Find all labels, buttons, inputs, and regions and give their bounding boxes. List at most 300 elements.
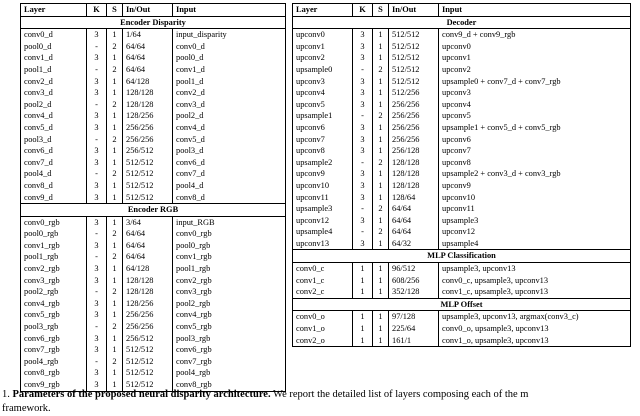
table-row (21, 168, 286, 180)
layer-cell: upconv3 (293, 76, 353, 88)
column-header-row (21, 4, 286, 17)
kernel-cell: - (87, 356, 107, 368)
layer-cell: upconv0 (293, 29, 353, 41)
stride-cell: 1 (373, 335, 389, 347)
input-cell: pool0_d (173, 52, 286, 64)
inout-cell: 256/256 (123, 134, 173, 146)
input-cell: conv0_c, upsample3, upconv13 (439, 275, 631, 287)
inout-cell: 64/32 (389, 238, 439, 250)
inout-cell: 256/256 (389, 134, 439, 146)
input-cell: upsample3 (439, 215, 631, 227)
stride-cell: 1 (107, 87, 123, 99)
inout-cell: 128/128 (123, 275, 173, 287)
kernel-cell: - (87, 321, 107, 333)
table-row (293, 180, 631, 192)
stride-cell: 2 (373, 157, 389, 169)
kernel-cell: 1 (353, 263, 373, 275)
column-header-k: K (353, 4, 373, 17)
kernel-cell: 3 (87, 52, 107, 64)
stride-cell: 1 (107, 309, 123, 321)
inout-cell: 512/512 (123, 157, 173, 169)
inout-cell: 128/256 (123, 110, 173, 122)
kernel-cell: 3 (353, 145, 373, 157)
stride-cell: 1 (107, 275, 123, 287)
column-header-layer: Layer (293, 4, 353, 17)
kernel-cell: - (87, 41, 107, 53)
stride-cell: 1 (373, 76, 389, 88)
column-header-layer: Layer (21, 4, 87, 17)
kernel-cell: 3 (87, 309, 107, 321)
layer-cell: conv0_c (293, 263, 353, 275)
layer-cell: pool3_d (21, 134, 87, 146)
kernel-cell: 3 (353, 180, 373, 192)
layer-cell: upconv5 (293, 99, 353, 111)
input-cell: pool4_rgb (173, 367, 286, 379)
section-title: MLP Offset (293, 298, 631, 311)
kernel-cell: - (87, 134, 107, 146)
stride-cell: 1 (373, 29, 389, 41)
kernel-cell: - (353, 226, 373, 238)
stride-cell: 1 (373, 263, 389, 275)
table-row (293, 76, 631, 88)
caption-number: 1. (2, 389, 10, 400)
stride-cell: 2 (107, 286, 123, 298)
kernel-cell: 1 (353, 275, 373, 287)
table-row (293, 215, 631, 227)
input-cell: upsample0 + conv7_d + conv7_rgb (439, 76, 631, 88)
stride-cell: 1 (373, 311, 389, 323)
layer-cell: conv9_d (21, 192, 87, 204)
layer-cell: upsample4 (293, 226, 353, 238)
layer-cell: upconv9 (293, 168, 353, 180)
encoder-table-body (21, 4, 286, 392)
stride-cell: 1 (107, 344, 123, 356)
input-cell: upconv11 (439, 203, 631, 215)
kernel-cell: 3 (87, 240, 107, 252)
layer-cell: upsample1 (293, 110, 353, 122)
kernel-cell: 1 (353, 286, 373, 298)
layer-cell: conv2_d (21, 76, 87, 88)
inout-cell: 64/64 (123, 251, 173, 263)
kernel-cell: 3 (353, 192, 373, 204)
table-row (21, 99, 286, 111)
input-cell: conv5_d (173, 134, 286, 146)
kernel-cell: 3 (353, 87, 373, 99)
stride-cell: 1 (107, 263, 123, 275)
table-row (21, 110, 286, 122)
layer-cell: conv2_o (293, 335, 353, 347)
inout-cell: 64/128 (123, 76, 173, 88)
layer-cell: upconv2 (293, 52, 353, 64)
kernel-cell: - (353, 64, 373, 76)
stride-cell: 2 (107, 228, 123, 240)
stride-cell: 1 (373, 168, 389, 180)
decoder-table-body (293, 4, 631, 347)
input-cell: conv2_d (173, 87, 286, 99)
stride-cell: 2 (107, 356, 123, 368)
stride-cell: 2 (373, 110, 389, 122)
stride-cell: 2 (107, 64, 123, 76)
column-header-s: S (107, 4, 123, 17)
layer-cell: conv0_d (21, 29, 87, 41)
inout-cell: 352/128 (389, 286, 439, 298)
table-row (21, 122, 286, 134)
caption-title: Parameters of the proposed neural disparity architecture. (12, 389, 271, 400)
inout-cell: 128/256 (123, 298, 173, 310)
kernel-cell: 3 (87, 76, 107, 88)
table-row (21, 309, 286, 321)
table-row (293, 286, 631, 298)
input-cell: upconv10 (439, 192, 631, 204)
layer-cell: conv5_d (21, 122, 87, 134)
section-header-row (293, 16, 631, 29)
input-cell: conv1_d (173, 64, 286, 76)
table-row (21, 263, 286, 275)
stride-cell: 1 (373, 286, 389, 298)
layer-cell: conv4_rgb (21, 298, 87, 310)
table-row (293, 335, 631, 347)
inout-cell: 512/512 (123, 168, 173, 180)
kernel-cell: - (353, 203, 373, 215)
input-cell: pool0_rgb (173, 240, 286, 252)
table-row (21, 180, 286, 192)
inout-cell: 3/64 (123, 216, 173, 228)
section-header-row (293, 298, 631, 311)
input-cell: pool1_rgb (173, 263, 286, 275)
inout-cell: 225/64 (389, 323, 439, 335)
input-cell: conv9_d + conv9_rgb (439, 29, 631, 41)
kernel-cell: 3 (87, 180, 107, 192)
kernel-cell: - (87, 251, 107, 263)
layer-cell: pool2_d (21, 99, 87, 111)
input-cell: upconv2 (439, 64, 631, 76)
column-header-in-out: In/Out (123, 4, 173, 17)
layer-cell: upconv10 (293, 180, 353, 192)
stride-cell: 1 (373, 238, 389, 250)
inout-cell: 64/64 (389, 203, 439, 215)
table-row (21, 286, 286, 298)
table-row (21, 356, 286, 368)
inout-cell: 512/512 (389, 41, 439, 53)
stride-cell: 2 (107, 321, 123, 333)
stride-cell: 1 (107, 240, 123, 252)
stride-cell: 1 (107, 367, 123, 379)
kernel-cell: 3 (353, 52, 373, 64)
input-cell: upconv3 (439, 87, 631, 99)
input-cell: upsample2 + conv3_d + conv3_rgb (439, 168, 631, 180)
inout-cell: 512/512 (389, 64, 439, 76)
inout-cell: 64/64 (123, 64, 173, 76)
kernel-cell: 3 (87, 263, 107, 275)
table-row (293, 99, 631, 111)
layer-cell: conv8_rgb (21, 367, 87, 379)
kernel-cell: 3 (87, 192, 107, 204)
table-row (293, 122, 631, 134)
kernel-cell: 3 (87, 298, 107, 310)
inout-cell: 64/64 (389, 215, 439, 227)
stride-cell: 1 (373, 192, 389, 204)
inout-cell: 161/1 (389, 335, 439, 347)
input-cell: upsample1 + conv5_d + conv5_rgb (439, 122, 631, 134)
kernel-cell: - (87, 99, 107, 111)
inout-cell: 128/128 (389, 180, 439, 192)
stride-cell: 1 (373, 87, 389, 99)
table-row (21, 87, 286, 99)
stride-cell: 1 (107, 52, 123, 64)
table-row (293, 29, 631, 41)
table-row (21, 192, 286, 204)
layer-cell: conv1_d (21, 52, 87, 64)
input-cell: conv2_rgb (173, 275, 286, 287)
inout-cell: 512/512 (123, 180, 173, 192)
kernel-cell: 1 (353, 323, 373, 335)
layer-cell: upconv8 (293, 145, 353, 157)
inout-cell: 256/256 (123, 122, 173, 134)
stride-cell: 1 (107, 216, 123, 228)
table-row (293, 238, 631, 250)
inout-cell: 256/128 (389, 145, 439, 157)
layer-cell: upsample2 (293, 157, 353, 169)
input-cell: pool2_rgb (173, 298, 286, 310)
table-row (293, 275, 631, 287)
caption-text: We report the detailed list of layers composing each of the m (273, 389, 529, 400)
layer-cell: conv1_o (293, 323, 353, 335)
kernel-cell: 3 (87, 367, 107, 379)
kernel-cell: 3 (87, 122, 107, 134)
table-row (21, 157, 286, 169)
table-row (293, 52, 631, 64)
inout-cell: 128/128 (123, 99, 173, 111)
stride-cell: 2 (107, 41, 123, 53)
input-cell: conv1_rgb (173, 251, 286, 263)
stride-cell: 2 (373, 226, 389, 238)
layer-cell: pool0_d (21, 41, 87, 53)
section-title: Decoder (293, 16, 631, 29)
encoder-architecture-table (20, 3, 286, 392)
inout-cell: 128/128 (389, 157, 439, 169)
table-row (293, 311, 631, 323)
table-row (293, 87, 631, 99)
input-cell: pool1_d (173, 76, 286, 88)
stride-cell: 2 (107, 168, 123, 180)
layer-cell: conv1_rgb (21, 240, 87, 252)
stride-cell: 1 (373, 323, 389, 335)
stride-cell: 1 (373, 180, 389, 192)
input-cell: conv3_d (173, 99, 286, 111)
inout-cell: 96/512 (389, 263, 439, 275)
kernel-cell: - (353, 110, 373, 122)
column-header-input: Input (173, 4, 286, 17)
kernel-cell: 1 (353, 335, 373, 347)
inout-cell: 64/64 (389, 226, 439, 238)
kernel-cell: 3 (87, 110, 107, 122)
layer-cell: upconv7 (293, 134, 353, 146)
kernel-cell: 3 (87, 145, 107, 157)
kernel-cell: 3 (87, 275, 107, 287)
inout-cell: 256/512 (123, 145, 173, 157)
input-cell: conv7_rgb (173, 356, 286, 368)
stride-cell: 1 (373, 99, 389, 111)
inout-cell: 608/256 (389, 275, 439, 287)
inout-cell: 512/512 (389, 52, 439, 64)
kernel-cell: - (87, 286, 107, 298)
inout-cell: 1/64 (123, 29, 173, 41)
input-cell: upsample3, upconv13, argmax(conv3_c) (439, 311, 631, 323)
stride-cell: 1 (107, 298, 123, 310)
stride-cell: 1 (373, 145, 389, 157)
input-cell: conv4_d (173, 122, 286, 134)
table-row (21, 76, 286, 88)
input-cell: conv8_d (173, 192, 286, 204)
stride-cell: 1 (107, 110, 123, 122)
kernel-cell: 1 (353, 311, 373, 323)
stride-cell: 1 (107, 29, 123, 41)
stride-cell: 2 (107, 99, 123, 111)
kernel-cell: 3 (353, 238, 373, 250)
table-row (21, 216, 286, 228)
inout-cell: 512/512 (123, 356, 173, 368)
inout-cell: 512/512 (123, 344, 173, 356)
inout-cell: 128/128 (123, 87, 173, 99)
table-row (21, 344, 286, 356)
inout-cell: 512/512 (123, 379, 173, 391)
inout-cell: 64/128 (123, 263, 173, 275)
layer-cell: conv6_rgb (21, 333, 87, 345)
column-header-input: Input (439, 4, 631, 17)
caption-line2: framework. (2, 403, 51, 414)
kernel-cell: 3 (353, 99, 373, 111)
table-caption (2, 388, 640, 416)
stride-cell: 2 (107, 134, 123, 146)
input-cell: input_RGB (173, 216, 286, 228)
input-cell: pool2_d (173, 110, 286, 122)
input-cell: conv8_rgb (173, 379, 286, 391)
layer-cell: pool4_d (21, 168, 87, 180)
kernel-cell: 3 (87, 29, 107, 41)
layer-cell: conv7_d (21, 157, 87, 169)
section-header-row (21, 16, 286, 29)
input-cell: upconv4 (439, 99, 631, 111)
inout-cell: 256/256 (389, 99, 439, 111)
column-header-k: K (87, 4, 107, 17)
table-row (21, 240, 286, 252)
table-row (21, 228, 286, 240)
table-row (293, 41, 631, 53)
inout-cell: 64/64 (123, 41, 173, 53)
table-row (293, 157, 631, 169)
input-cell: conv1_c, upsample3, upconv13 (439, 286, 631, 298)
layer-cell: conv5_rgb (21, 309, 87, 321)
stride-cell: 2 (373, 203, 389, 215)
inout-cell: 512/512 (389, 76, 439, 88)
inout-cell: 256/256 (123, 321, 173, 333)
column-header-s: S (373, 4, 389, 17)
inout-cell: 128/64 (389, 192, 439, 204)
table-row (293, 226, 631, 238)
input-cell: upconv0 (439, 41, 631, 53)
layer-cell: conv0_rgb (21, 216, 87, 228)
kernel-cell: 3 (87, 333, 107, 345)
table-row (293, 110, 631, 122)
kernel-cell: - (87, 168, 107, 180)
input-cell: conv0_d (173, 41, 286, 53)
layer-cell: upconv6 (293, 122, 353, 134)
layer-cell: conv3_d (21, 87, 87, 99)
kernel-cell: - (87, 64, 107, 76)
inout-cell: 512/512 (123, 367, 173, 379)
layer-cell: conv7_rgb (21, 344, 87, 356)
kernel-cell: 3 (353, 29, 373, 41)
kernel-cell: 3 (87, 379, 107, 391)
input-cell: upconv1 (439, 52, 631, 64)
layer-cell: conv8_d (21, 180, 87, 192)
stride-cell: 1 (373, 41, 389, 53)
layer-cell: upsample0 (293, 64, 353, 76)
table-row (21, 298, 286, 310)
layer-cell: conv2_rgb (21, 263, 87, 275)
input-cell: conv3_rgb (173, 286, 286, 298)
layer-cell: conv1_c (293, 275, 353, 287)
kernel-cell: 3 (87, 216, 107, 228)
stride-cell: 1 (107, 157, 123, 169)
inout-cell: 256/256 (123, 309, 173, 321)
decoder-architecture-table (292, 3, 631, 347)
section-title: Encoder RGB (21, 204, 286, 217)
stride-cell: 1 (107, 145, 123, 157)
kernel-cell: 3 (353, 134, 373, 146)
stride-cell: 2 (373, 64, 389, 76)
input-cell: upsample4 (439, 238, 631, 250)
input-cell: conv6_rgb (173, 344, 286, 356)
table-row (21, 145, 286, 157)
input-cell: conv6_d (173, 157, 286, 169)
stride-cell: 2 (107, 251, 123, 263)
layer-cell: upsample3 (293, 203, 353, 215)
layer-cell: upconv11 (293, 192, 353, 204)
inout-cell: 97/128 (389, 311, 439, 323)
table-row (21, 134, 286, 146)
table-row (293, 263, 631, 275)
table-row (21, 29, 286, 41)
table-row (21, 41, 286, 53)
layer-cell: conv4_d (21, 110, 87, 122)
input-cell: pool4_d (173, 180, 286, 192)
input-cell: upsample3, upconv13 (439, 263, 631, 275)
inout-cell: 256/256 (389, 122, 439, 134)
section-header-row (21, 204, 286, 217)
kernel-cell: 3 (353, 215, 373, 227)
table-row (21, 52, 286, 64)
table-row (293, 203, 631, 215)
table-row (293, 134, 631, 146)
input-cell: conv0_o, upsample3, upconv13 (439, 323, 631, 335)
input-cell: pool3_rgb (173, 333, 286, 345)
input-cell: upconv6 (439, 134, 631, 146)
stride-cell: 1 (107, 192, 123, 204)
table-row (21, 333, 286, 345)
layer-cell: upconv13 (293, 238, 353, 250)
table-row (293, 323, 631, 335)
inout-cell: 512/512 (123, 192, 173, 204)
table-row (293, 145, 631, 157)
stride-cell: 1 (107, 379, 123, 391)
table-row (21, 251, 286, 263)
section-title: Encoder Disparity (21, 16, 286, 29)
kernel-cell: - (353, 157, 373, 169)
layer-cell: pool4_rgb (21, 356, 87, 368)
stride-cell: 1 (373, 52, 389, 64)
layer-cell: pool1_d (21, 64, 87, 76)
